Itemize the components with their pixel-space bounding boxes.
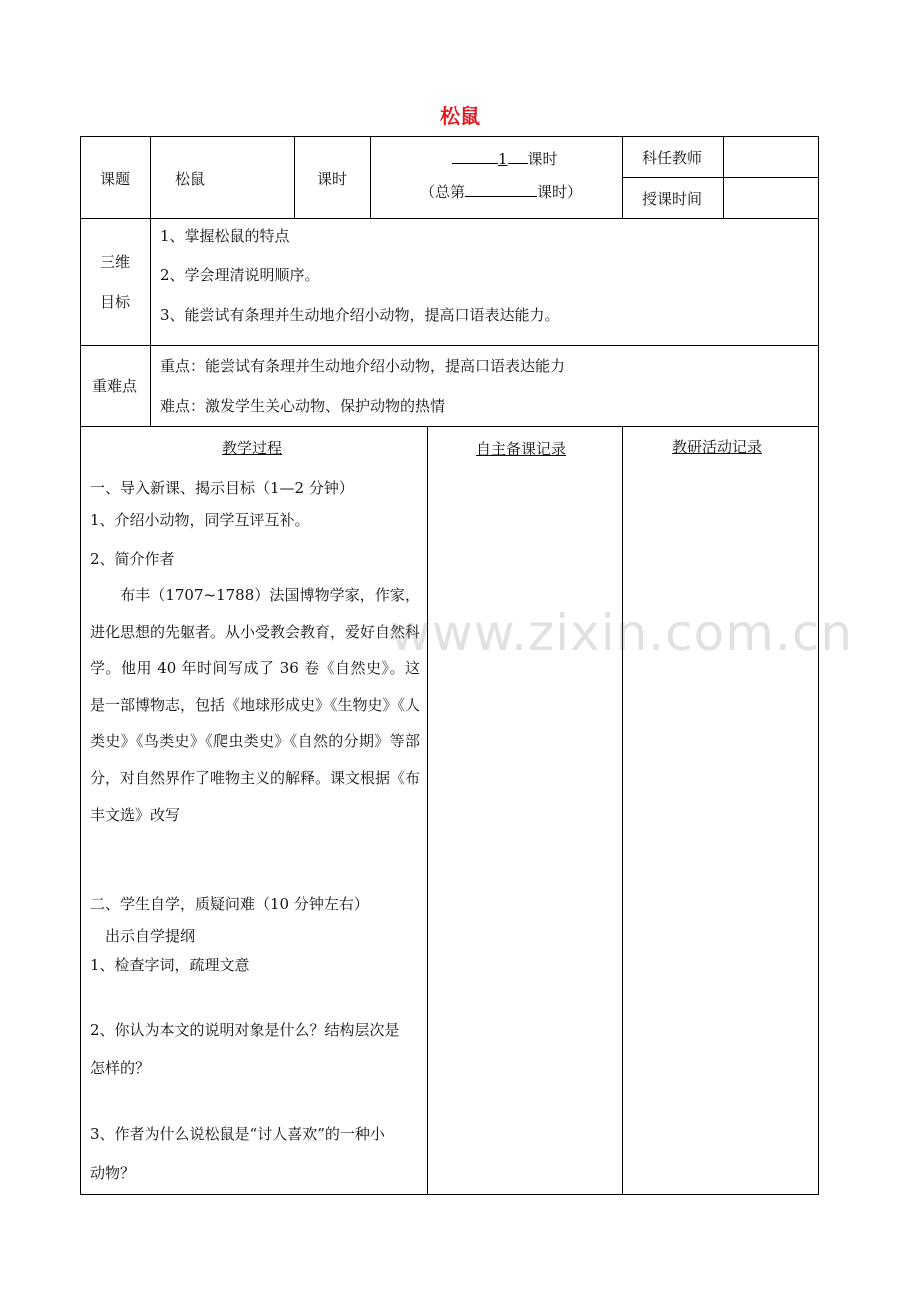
section-2-item-1: 1、检查字词，疏理文意	[90, 956, 250, 974]
total-blank[interactable]	[465, 181, 537, 197]
col-header-process: 教学过程	[222, 439, 283, 457]
time-label: 授课时间	[642, 190, 703, 208]
section-1-item-1: 1、介绍小动物，同学互评互补。	[90, 511, 310, 529]
keypoints-label: 重难点	[92, 377, 138, 395]
goals-label-2: 目标	[100, 293, 131, 311]
key-point: 重点：能尝试有条理并生动地介绍小动物，提高口语表达能力	[160, 357, 566, 375]
section-2-item-2-line-1: 2、你认为本文的说明对象是什么？结构层次是	[90, 1021, 400, 1039]
col-header-research: 教研活动记录	[672, 438, 763, 456]
section-2-item-2-line-2: 怎样的？	[90, 1059, 151, 1077]
topic-label: 课题	[100, 170, 131, 188]
period-label: 课时	[317, 170, 348, 188]
section-2-subtitle: 出示自学提纲	[105, 927, 196, 945]
total-periods	[420, 181, 582, 202]
period-number: 1	[498, 150, 508, 168]
section-2-item-3-line-2: 动物？	[90, 1164, 136, 1182]
col-header-self-prep: 自主备课记录	[476, 440, 567, 458]
goals-label-1: 三维	[100, 253, 131, 271]
watermark: www.zixin.com.cn	[390, 604, 854, 662]
total-prefix: （总第	[420, 183, 466, 201]
author-intro: 布丰（1707~1788）法国博物学家，作家，进化思想的先躯者。从小受教会教育，爱好自然科学。他用 40 年时间写成了 36 卷《自然史》。这是一部博物志，包括《地球形成史》《生物史》《人类史》《鸟类史》《爬虫类史》《自然的分期》等部分，对自然界作了唯物主义的解释。课文根据《布丰文选》改写	[90, 586, 421, 824]
section-1-title: 一、导入新课、揭示目标（1—2 分钟）	[90, 479, 354, 497]
total-suffix: 课时）	[537, 183, 583, 201]
period-count	[452, 148, 558, 169]
goal-item-2: 2、学会理清说明顺序。	[160, 266, 320, 284]
section-2-title: 二、学生自学，质疑问难（10 分钟左右）	[90, 895, 369, 913]
difficulty-point: 难点：激发学生关心动物、保护动物的热情	[160, 397, 446, 415]
period-unit: 课时	[527, 150, 558, 168]
goal-item-1: 1、掌握松鼠的特点	[160, 227, 290, 245]
section-2-item-3-line-1: 3、作者为什么说松鼠是“讨人喜欢”的一种小	[90, 1125, 385, 1143]
topic-value: 松鼠	[175, 170, 206, 188]
goal-item-3: 3、能尝试有条理并生动地介绍小动物，提高口语表达能力。	[160, 306, 560, 324]
teacher-label: 科任教师	[642, 149, 703, 167]
document-title: 松鼠	[440, 104, 480, 128]
section-1-item-2: 2、简介作者	[90, 550, 175, 568]
